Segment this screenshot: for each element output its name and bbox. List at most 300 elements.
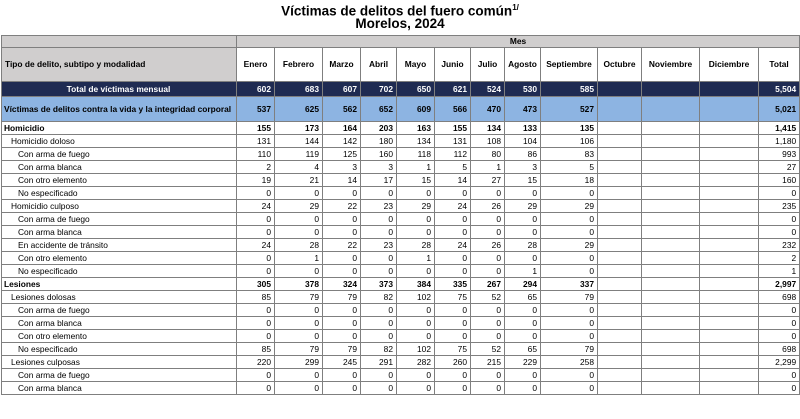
- value-cell: [598, 239, 642, 252]
- value-cell: 530: [505, 82, 541, 97]
- value-cell: [700, 135, 759, 148]
- value-cell: 0: [323, 252, 361, 265]
- column-header: Total: [759, 48, 800, 82]
- row-label: Homicidio: [2, 122, 237, 135]
- value-cell: 0: [471, 317, 505, 330]
- header-group-row: [2, 36, 800, 48]
- value-cell: 79: [323, 291, 361, 304]
- value-cell: 0: [275, 213, 323, 226]
- value-cell: 134: [397, 135, 435, 148]
- value-cell: 119: [275, 148, 323, 161]
- value-cell: 0: [541, 213, 598, 226]
- value-cell: 1: [471, 161, 505, 174]
- value-cell: [642, 148, 700, 161]
- value-cell: 0: [237, 265, 275, 278]
- value-cell: 27: [471, 174, 505, 187]
- value-cell: 1: [275, 252, 323, 265]
- value-cell: 652: [361, 97, 397, 122]
- value-cell: 0: [505, 252, 541, 265]
- value-cell: 14: [323, 174, 361, 187]
- value-cell: 21: [275, 174, 323, 187]
- value-cell: 602: [237, 82, 275, 97]
- value-cell: [598, 343, 642, 356]
- row-label: Con arma de fuego: [2, 369, 237, 382]
- value-cell: 524: [471, 82, 505, 97]
- value-cell: [598, 317, 642, 330]
- row-label: Total de víctimas mensual: [2, 82, 237, 97]
- value-cell: 0: [471, 252, 505, 265]
- value-cell: 22: [323, 239, 361, 252]
- row-label: Con otro elemento: [2, 330, 237, 343]
- value-cell: 24: [237, 200, 275, 213]
- value-cell: 3: [505, 161, 541, 174]
- value-cell: 0: [323, 382, 361, 395]
- value-cell: 163: [397, 122, 435, 135]
- value-cell: 0: [397, 226, 435, 239]
- value-cell: 0: [435, 330, 471, 343]
- value-cell: [700, 265, 759, 278]
- value-cell: 65: [505, 343, 541, 356]
- value-cell: 0: [323, 226, 361, 239]
- value-cell: 0: [397, 213, 435, 226]
- table-row: [2, 187, 800, 200]
- value-cell: 384: [397, 278, 435, 291]
- table-row: [2, 304, 800, 317]
- value-cell: 18: [541, 174, 598, 187]
- value-cell: 19: [237, 174, 275, 187]
- value-cell: [642, 265, 700, 278]
- value-cell: 0: [397, 382, 435, 395]
- footnote-marker: 1/: [512, 3, 519, 12]
- value-cell: 299: [275, 356, 323, 369]
- value-cell: 0: [471, 382, 505, 395]
- value-cell: [700, 122, 759, 135]
- value-cell: [642, 239, 700, 252]
- value-cell: 683: [275, 82, 323, 97]
- value-cell: 0: [505, 213, 541, 226]
- value-cell: 1,180: [759, 135, 800, 148]
- row-label: Con arma de fuego: [2, 304, 237, 317]
- value-cell: 0: [323, 369, 361, 382]
- value-cell: 1: [759, 265, 800, 278]
- value-cell: 0: [471, 265, 505, 278]
- value-cell: [598, 82, 642, 97]
- value-cell: [598, 200, 642, 213]
- value-cell: 0: [323, 265, 361, 278]
- value-cell: [598, 148, 642, 161]
- value-cell: 0: [323, 187, 361, 200]
- victims-table: [1, 35, 800, 395]
- value-cell: 0: [361, 317, 397, 330]
- value-cell: 164: [323, 122, 361, 135]
- value-cell: 305: [237, 278, 275, 291]
- value-cell: [700, 369, 759, 382]
- value-cell: 0: [435, 369, 471, 382]
- value-cell: 0: [541, 226, 598, 239]
- report-subtitle: Morelos, 2024: [355, 16, 445, 31]
- table-row: [2, 135, 800, 148]
- table-row: [2, 97, 800, 122]
- value-cell: 52: [471, 291, 505, 304]
- value-cell: [598, 161, 642, 174]
- value-cell: 131: [435, 135, 471, 148]
- row-label: Con arma blanca: [2, 317, 237, 330]
- value-cell: 215: [471, 356, 505, 369]
- value-cell: [598, 226, 642, 239]
- value-cell: [642, 200, 700, 213]
- value-cell: 373: [361, 278, 397, 291]
- value-cell: 173: [275, 122, 323, 135]
- value-cell: 3: [323, 161, 361, 174]
- value-cell: 378: [275, 278, 323, 291]
- value-cell: 294: [505, 278, 541, 291]
- value-cell: 621: [435, 82, 471, 97]
- value-cell: [700, 356, 759, 369]
- value-cell: 0: [275, 369, 323, 382]
- value-cell: [598, 97, 642, 122]
- value-cell: 155: [435, 122, 471, 135]
- value-cell: 1: [397, 252, 435, 265]
- value-cell: [700, 187, 759, 200]
- value-cell: 1: [505, 265, 541, 278]
- value-cell: [700, 161, 759, 174]
- table-row: [2, 226, 800, 239]
- value-cell: 625: [275, 97, 323, 122]
- value-cell: 5,504: [759, 82, 800, 97]
- value-cell: [700, 82, 759, 97]
- value-cell: 155: [237, 122, 275, 135]
- value-cell: 203: [361, 122, 397, 135]
- value-cell: 22: [323, 200, 361, 213]
- value-cell: [598, 213, 642, 226]
- value-cell: 28: [505, 239, 541, 252]
- value-cell: 0: [237, 252, 275, 265]
- value-cell: 0: [759, 187, 800, 200]
- value-cell: 0: [361, 265, 397, 278]
- value-cell: 0: [435, 382, 471, 395]
- value-cell: 650: [397, 82, 435, 97]
- value-cell: [642, 226, 700, 239]
- value-cell: [700, 317, 759, 330]
- value-cell: 2,997: [759, 278, 800, 291]
- value-cell: 85: [237, 291, 275, 304]
- value-cell: 83: [541, 148, 598, 161]
- row-label: Lesiones: [2, 278, 237, 291]
- value-cell: 0: [435, 213, 471, 226]
- value-cell: 0: [361, 226, 397, 239]
- value-cell: 229: [505, 356, 541, 369]
- value-cell: [700, 278, 759, 291]
- value-cell: [598, 187, 642, 200]
- value-cell: [700, 304, 759, 317]
- column-header: Marzo: [323, 48, 361, 82]
- value-cell: 4: [275, 161, 323, 174]
- table-row: [2, 343, 800, 356]
- value-cell: 3: [361, 161, 397, 174]
- row-label: No especificado: [2, 187, 237, 200]
- row-label: Lesiones dolosas: [2, 291, 237, 304]
- value-cell: 258: [541, 356, 598, 369]
- value-cell: 180: [361, 135, 397, 148]
- value-cell: [642, 343, 700, 356]
- value-cell: 0: [435, 317, 471, 330]
- column-header: Julio: [471, 48, 505, 82]
- value-cell: [700, 239, 759, 252]
- value-cell: 0: [759, 382, 800, 395]
- value-cell: 82: [361, 291, 397, 304]
- value-cell: 82: [361, 343, 397, 356]
- value-cell: 0: [237, 213, 275, 226]
- value-cell: [642, 122, 700, 135]
- value-cell: 23: [361, 239, 397, 252]
- row-label: Víctimas de delitos contra la vida y la integridad corporal: [2, 97, 237, 122]
- table-row: [2, 291, 800, 304]
- value-cell: 0: [505, 304, 541, 317]
- value-cell: 0: [471, 226, 505, 239]
- value-cell: 260: [435, 356, 471, 369]
- value-cell: [598, 382, 642, 395]
- table-row: [2, 369, 800, 382]
- value-cell: 609: [397, 97, 435, 122]
- value-cell: 24: [435, 239, 471, 252]
- value-cell: 28: [397, 239, 435, 252]
- value-cell: 29: [541, 239, 598, 252]
- value-cell: [700, 343, 759, 356]
- value-cell: 133: [505, 122, 541, 135]
- table-row: [2, 174, 800, 187]
- row-label: Con arma blanca: [2, 226, 237, 239]
- value-cell: 106: [541, 135, 598, 148]
- header-columns-row: [2, 48, 800, 82]
- value-cell: [598, 356, 642, 369]
- value-cell: 698: [759, 343, 800, 356]
- column-header: Mayo: [397, 48, 435, 82]
- value-cell: [700, 252, 759, 265]
- table-row: [2, 213, 800, 226]
- value-cell: [598, 174, 642, 187]
- value-cell: 0: [541, 252, 598, 265]
- value-cell: [598, 122, 642, 135]
- value-cell: 607: [323, 82, 361, 97]
- value-cell: 235: [759, 200, 800, 213]
- value-cell: 125: [323, 148, 361, 161]
- value-cell: 142: [323, 135, 361, 148]
- value-cell: 0: [361, 369, 397, 382]
- value-cell: 17: [361, 174, 397, 187]
- value-cell: [642, 97, 700, 122]
- value-cell: 0: [505, 226, 541, 239]
- column-header: Octubre: [598, 48, 642, 82]
- value-cell: 0: [541, 317, 598, 330]
- value-cell: 65: [505, 291, 541, 304]
- value-cell: [642, 291, 700, 304]
- value-cell: 160: [361, 148, 397, 161]
- value-cell: [598, 304, 642, 317]
- value-cell: 134: [471, 122, 505, 135]
- value-cell: [642, 174, 700, 187]
- table-row: [2, 252, 800, 265]
- table-row: [2, 200, 800, 213]
- value-cell: 0: [237, 226, 275, 239]
- value-cell: 0: [237, 187, 275, 200]
- value-cell: 2: [759, 252, 800, 265]
- row-label: Con otro elemento: [2, 252, 237, 265]
- value-cell: 79: [275, 343, 323, 356]
- value-cell: 14: [435, 174, 471, 187]
- value-cell: 0: [237, 369, 275, 382]
- value-cell: [598, 291, 642, 304]
- value-cell: 0: [237, 330, 275, 343]
- value-cell: 5: [435, 161, 471, 174]
- value-cell: [700, 291, 759, 304]
- value-cell: [700, 174, 759, 187]
- table-row: [2, 265, 800, 278]
- value-cell: 108: [471, 135, 505, 148]
- value-cell: 245: [323, 356, 361, 369]
- value-cell: 0: [435, 252, 471, 265]
- value-cell: 0: [471, 304, 505, 317]
- value-cell: 29: [275, 200, 323, 213]
- value-cell: 5: [541, 161, 598, 174]
- column-header: Noviembre: [642, 48, 700, 82]
- value-cell: 0: [541, 369, 598, 382]
- value-cell: 473: [505, 97, 541, 122]
- value-cell: 698: [759, 291, 800, 304]
- value-cell: 0: [397, 265, 435, 278]
- value-cell: 0: [323, 317, 361, 330]
- value-cell: 0: [361, 213, 397, 226]
- value-cell: 291: [361, 356, 397, 369]
- value-cell: 0: [759, 317, 800, 330]
- report-title: [0, 0, 800, 19]
- row-label: No especificado: [2, 343, 237, 356]
- value-cell: 24: [237, 239, 275, 252]
- value-cell: 85: [237, 343, 275, 356]
- value-cell: 0: [397, 369, 435, 382]
- value-cell: [700, 213, 759, 226]
- value-cell: 0: [435, 265, 471, 278]
- value-cell: 562: [323, 97, 361, 122]
- value-cell: [642, 135, 700, 148]
- value-cell: 29: [397, 200, 435, 213]
- value-cell: [642, 369, 700, 382]
- value-cell: [700, 97, 759, 122]
- value-cell: [700, 148, 759, 161]
- table-row: [2, 148, 800, 161]
- row-label: Homicidio doloso: [2, 135, 237, 148]
- value-cell: 0: [275, 317, 323, 330]
- table-row: [2, 330, 800, 343]
- value-cell: 26: [471, 239, 505, 252]
- value-cell: 135: [541, 122, 598, 135]
- value-cell: 0: [471, 369, 505, 382]
- value-cell: 118: [397, 148, 435, 161]
- value-cell: 86: [505, 148, 541, 161]
- value-cell: [700, 330, 759, 343]
- value-cell: 0: [275, 382, 323, 395]
- value-cell: 0: [541, 382, 598, 395]
- value-cell: 337: [541, 278, 598, 291]
- value-cell: 335: [435, 278, 471, 291]
- value-cell: 0: [541, 187, 598, 200]
- value-cell: 79: [541, 343, 598, 356]
- value-cell: 232: [759, 239, 800, 252]
- value-cell: 160: [759, 174, 800, 187]
- value-cell: 470: [471, 97, 505, 122]
- value-cell: [598, 369, 642, 382]
- table-row: [2, 356, 800, 369]
- value-cell: [642, 252, 700, 265]
- value-cell: 0: [435, 187, 471, 200]
- value-cell: 0: [361, 187, 397, 200]
- report-title-text: Víctimas de delitos del fuero común: [281, 3, 513, 19]
- value-cell: 0: [275, 265, 323, 278]
- value-cell: 0: [397, 187, 435, 200]
- column-header: Diciembre: [700, 48, 759, 82]
- value-cell: 0: [275, 304, 323, 317]
- value-cell: [700, 200, 759, 213]
- value-cell: [642, 317, 700, 330]
- value-cell: 0: [471, 330, 505, 343]
- table-row: [2, 239, 800, 252]
- value-cell: 220: [237, 356, 275, 369]
- value-cell: 2,299: [759, 356, 800, 369]
- header-month-group: Mes: [237, 36, 800, 48]
- value-cell: 0: [471, 187, 505, 200]
- table-row: [2, 278, 800, 291]
- value-cell: 0: [361, 382, 397, 395]
- row-label: Con arma blanca: [2, 161, 237, 174]
- value-cell: [700, 382, 759, 395]
- value-cell: 0: [505, 317, 541, 330]
- value-cell: 79: [275, 291, 323, 304]
- value-cell: [598, 252, 642, 265]
- value-cell: [642, 161, 700, 174]
- value-cell: 79: [541, 291, 598, 304]
- value-cell: [642, 330, 700, 343]
- table-row: [2, 122, 800, 135]
- value-cell: 15: [397, 174, 435, 187]
- header-blank-cell: [2, 36, 237, 48]
- row-label: En accidente de tránsito: [2, 239, 237, 252]
- table-body: [2, 82, 800, 395]
- value-cell: 0: [759, 369, 800, 382]
- value-cell: 26: [471, 200, 505, 213]
- header-crime-type: Tipo de delito, subtipo y modalidad: [2, 48, 237, 82]
- value-cell: 0: [323, 330, 361, 343]
- value-cell: 29: [505, 200, 541, 213]
- value-cell: 0: [397, 304, 435, 317]
- value-cell: 2: [237, 161, 275, 174]
- value-cell: [642, 187, 700, 200]
- value-cell: [642, 278, 700, 291]
- value-cell: 702: [361, 82, 397, 97]
- row-label: Con arma de fuego: [2, 213, 237, 226]
- value-cell: 0: [397, 330, 435, 343]
- value-cell: 15: [505, 174, 541, 187]
- value-cell: 75: [435, 343, 471, 356]
- value-cell: 0: [323, 304, 361, 317]
- value-cell: 131: [237, 135, 275, 148]
- value-cell: 0: [541, 265, 598, 278]
- value-cell: 0: [759, 304, 800, 317]
- value-cell: 0: [435, 304, 471, 317]
- value-cell: 28: [275, 239, 323, 252]
- value-cell: 0: [759, 226, 800, 239]
- column-header: Enero: [237, 48, 275, 82]
- value-cell: [642, 213, 700, 226]
- value-cell: 585: [541, 82, 598, 97]
